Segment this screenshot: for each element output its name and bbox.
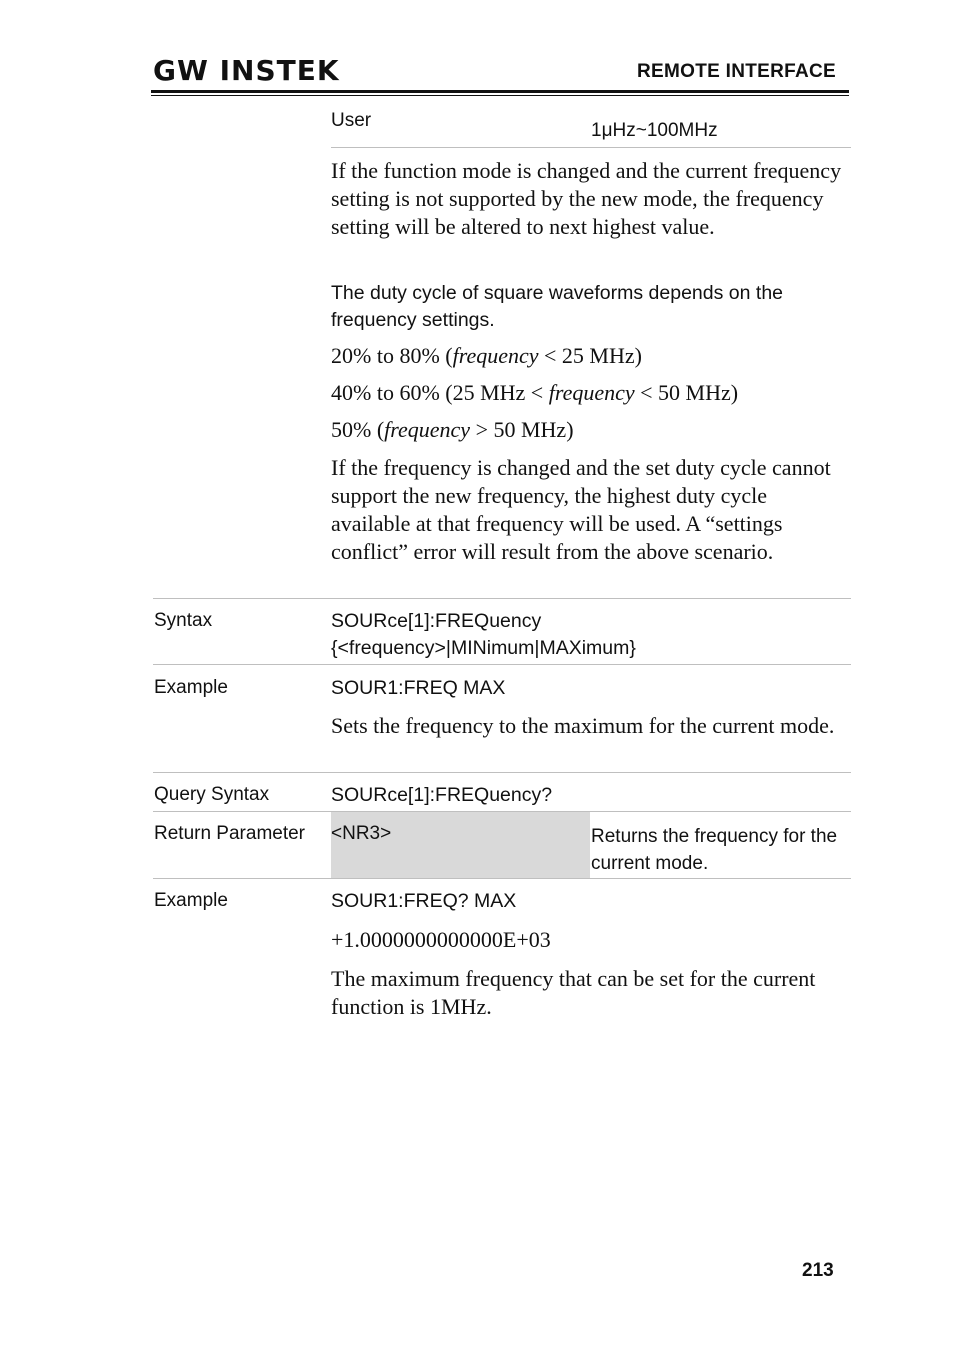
example-description: Sets the frequency to the maximum for the current mode. (331, 713, 835, 738)
header-rule-thick (151, 90, 849, 93)
return-description: Returns the frequency for the current mode. (591, 826, 838, 874)
divider (153, 664, 851, 665)
return-type: <NR3> (331, 823, 392, 844)
user-label: User (331, 110, 372, 131)
divider (153, 878, 851, 879)
example-label: Example (154, 677, 228, 698)
divider (153, 772, 851, 773)
query-syntax-command: SOURce[1]:FREQuency? (331, 784, 553, 806)
header-rule-thin (151, 95, 849, 96)
example-command: SOUR1:FREQ? MAX (331, 890, 517, 912)
return-type-cell (331, 812, 590, 878)
syntax-line-2: {<frequency>|MINimum|MAXimum} (331, 637, 636, 659)
query-syntax-label: Query Syntax (154, 784, 270, 805)
divider (153, 598, 851, 599)
brand-logo: GW INSTEK (153, 54, 340, 87)
divider (331, 147, 851, 148)
syntax-label: Syntax (154, 610, 213, 631)
return-parameter-label: Return Parameter (154, 823, 306, 844)
example-response: +1.0000000000000E+03 (331, 927, 551, 952)
example-label: Example (154, 890, 228, 911)
duty-range-2: 40% to 60% (25 MHz < frequency < 50 MHz) (331, 380, 739, 405)
duty-range-3: 50% (frequency > 50 MHz) (331, 417, 574, 442)
user-range: 1μHz~100MHz (591, 120, 718, 141)
example-command: SOUR1:FREQ MAX (331, 677, 506, 699)
mode-change-note: If the function mode is changed and the current frequency setting is not supported by the new mode, the frequency setting will be altered to next highest value. (331, 158, 842, 239)
page-number: 213 (802, 1260, 834, 1281)
section-title: REMOTE INTERFACE (637, 61, 837, 82)
duty-intro: The duty cycle of square waveforms depends on the frequency settings. (331, 282, 784, 331)
duty-range-1: 20% to 80% (frequency < 25 MHz) (331, 343, 642, 368)
syntax-line-1: SOURce[1]:FREQuency (331, 610, 542, 632)
conflict-note: If the frequency is changed and the set duty cycle cannot support the new frequency, the highest duty cycle available at that frequency will be used. A “settings conflict” error will result from the above scenario. (331, 455, 831, 564)
example-description: The maximum frequency that can be set for the current function is 1MHz. (331, 966, 816, 1019)
